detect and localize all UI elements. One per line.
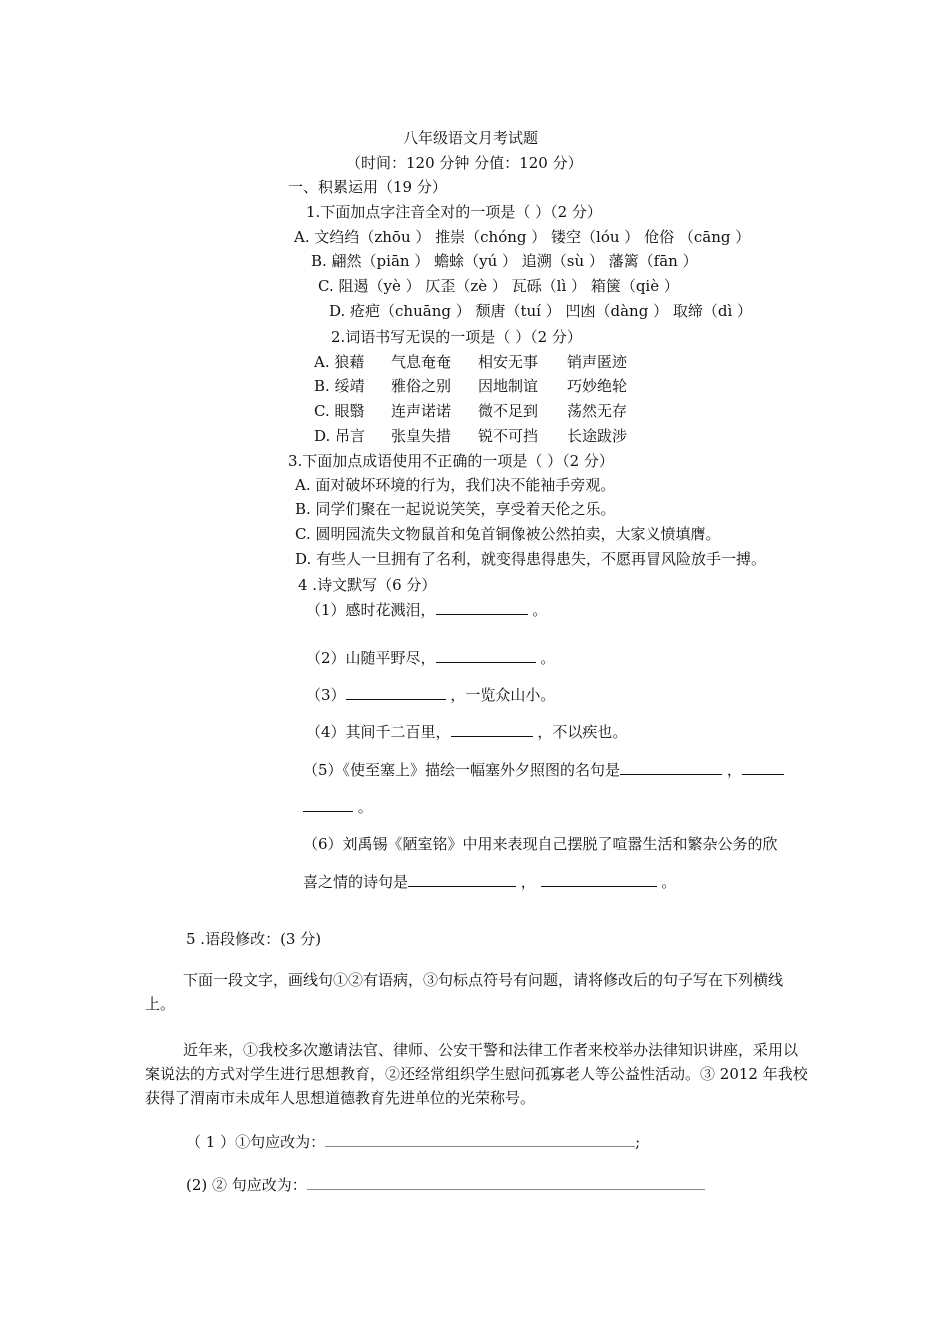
q4-item-5 (303, 760, 784, 780)
q2-a-1: A. 狼藉 (314, 353, 365, 371)
q4-item-2-end: 。 (540, 649, 556, 667)
q2-a-3: 相安无事 (478, 353, 539, 371)
q3-option-d: D. 有些人一旦拥有了名利，就变得患得患失，不愿再冒风险放手一搏。 (295, 550, 767, 568)
answer-blank[interactable] (307, 1175, 705, 1190)
answer-blank[interactable] (541, 872, 657, 887)
q4-item-3-text: （3） (306, 686, 346, 704)
q2-option-b (314, 376, 627, 396)
q4-item-4-text: （4）其间千二百里， (306, 723, 451, 741)
exam-subtitle: （时间：120 分钟 分值：120 分） (346, 154, 583, 172)
q2-d-3: 锐不可挡 (478, 427, 539, 445)
q4-item-5-text: （5）《使至塞上》描绘一幅塞外夕照图的名句是 (303, 761, 621, 779)
answer-blank[interactable] (620, 760, 722, 775)
q4-item-3-end: ，一览众山小。 (450, 686, 556, 704)
q5-stem: 5 .语段修改：(3 分) (186, 930, 322, 948)
q2-option-d (314, 426, 627, 446)
q3-option-a: A. 面对破坏环境的行为，我们决不能袖手旁观。 (295, 476, 616, 494)
q4-item-1-end: 。 (532, 601, 548, 619)
q5-answer-1 (186, 1132, 640, 1152)
q4-item-4 (306, 722, 627, 742)
q2-option-c (314, 401, 627, 421)
exam-title: 八年级语文月考试题 (403, 129, 539, 147)
q2-option-a (314, 352, 627, 372)
q2-b-4: 巧妙绝轮 (567, 377, 628, 395)
answer-blank[interactable] (325, 1132, 635, 1147)
q4-item-1 (306, 600, 547, 620)
q2-b-3: 因地制谊 (478, 377, 539, 395)
q3-option-b: B. 同学们聚在一起说说笑笑，享受着天伦之乐。 (295, 500, 616, 518)
answer-blank[interactable] (436, 648, 536, 663)
q4-item-3 (306, 685, 555, 705)
q3-option-c: C. 圆明园流失文物鼠首和兔首铜像被公然拍卖，大家义愤填膺。 (295, 525, 721, 543)
q5-instructions: 下面一段文字，画线句①②有语病，③句标点符号有问题，请将修改后的句子写在下列横线上。 (145, 971, 784, 1013)
q2-c-1: C. 眼翳 (314, 402, 365, 420)
q1-stem: 1.下面加点字注音全对的一项是（ ）（2 分） (306, 203, 602, 221)
q5-answer-2 (186, 1175, 705, 1195)
q4-item-1-text: （1）感时花溅泪， (306, 601, 436, 619)
q4-item-2 (306, 648, 555, 668)
answer-blank[interactable] (451, 722, 533, 737)
q5-answer-1-end: ; (635, 1133, 641, 1151)
q4-item-4-end: ，不以疾也。 (537, 723, 628, 741)
q2-a-2: 气息奄奄 (391, 353, 452, 371)
section-heading: 一、积累运用（19 分） (288, 178, 447, 196)
q2-b-1: B. 绥靖 (314, 377, 365, 395)
q1-option-c: C. 阻遏（yè ） 仄歪（zè ） 瓦砾（lì ） 箱箧（qiè ） (318, 277, 679, 295)
answer-blank[interactable] (303, 797, 353, 812)
q4-item-6-cont (303, 872, 676, 892)
q5-passage: 近年来，①我校多次邀请法官、律师、公安干警和法律工作者来校举办法律知识讲座，采用以案说法的方式对学生进行思想教育，②还经常组织学生慰问孤寡老人等公益性活动。③ 2012 年我校获得了渭南市未成年人思想道德教育先进单位的光荣称号。 (145, 1041, 808, 1107)
q4-item-5-sep: ， (726, 761, 742, 779)
answer-blank[interactable] (436, 600, 528, 615)
q2-b-2: 雅俗之别 (391, 377, 452, 395)
q1-option-d: D. 疮疤（chuāng ） 颓唐（tuí ） 凹凼（dàng ） 取缔（dì ） (329, 302, 753, 320)
q2-d-4: 长途跋涉 (567, 427, 628, 445)
q4-item-2-text: （2）山随平野尽， (306, 649, 436, 667)
q2-c-4: 荡然无存 (567, 402, 628, 420)
q3-stem: 3.下面加点成语使用不正确的一项是（ ）（2 分） (288, 452, 614, 470)
q2-d-2: 张皇失措 (391, 427, 452, 445)
q4-item-5-cont (303, 797, 373, 817)
q4-item-6-sep: ， (520, 873, 536, 891)
answer-blank[interactable] (346, 685, 446, 700)
q4-item-5-end: 。 (357, 798, 373, 816)
q2-stem: 2.词语书写无误的一项是（ ）（2 分） (331, 328, 582, 346)
q5-answer-2-label: (2) ② 句应改为： (186, 1176, 307, 1194)
q1-option-b: B. 翩然（piān ） 蟾蜍（yú ） 追溯（sù ） 藩篱（fān ） (311, 252, 698, 270)
q4-item-6-text: 喜之情的诗句是 (303, 873, 409, 891)
answer-blank[interactable] (742, 760, 784, 775)
q4-stem: 4 .诗文默写（6 分） (298, 576, 437, 594)
q1-option-a: A. 文绉绉（zhōu ） 推崇（chóng ） 镂空（lóu ） 伧俗 （cāng ） (294, 228, 751, 246)
q2-d-1: D. 吊言 (314, 427, 366, 445)
q5-answer-1-label: （ 1 ）①句应改为： (186, 1133, 326, 1151)
q4-item-6-end: 。 (661, 873, 677, 891)
q4-item-6: （6）刘禹锡《陋室铭》中用来表现自己摆脱了喧嚣生活和繁杂公务的欣 (303, 835, 778, 853)
q2-c-2: 连声诺诺 (391, 402, 452, 420)
q2-c-3: 微不足到 (478, 402, 539, 420)
answer-blank[interactable] (408, 872, 516, 887)
q2-a-4: 销声匿迹 (567, 353, 628, 371)
